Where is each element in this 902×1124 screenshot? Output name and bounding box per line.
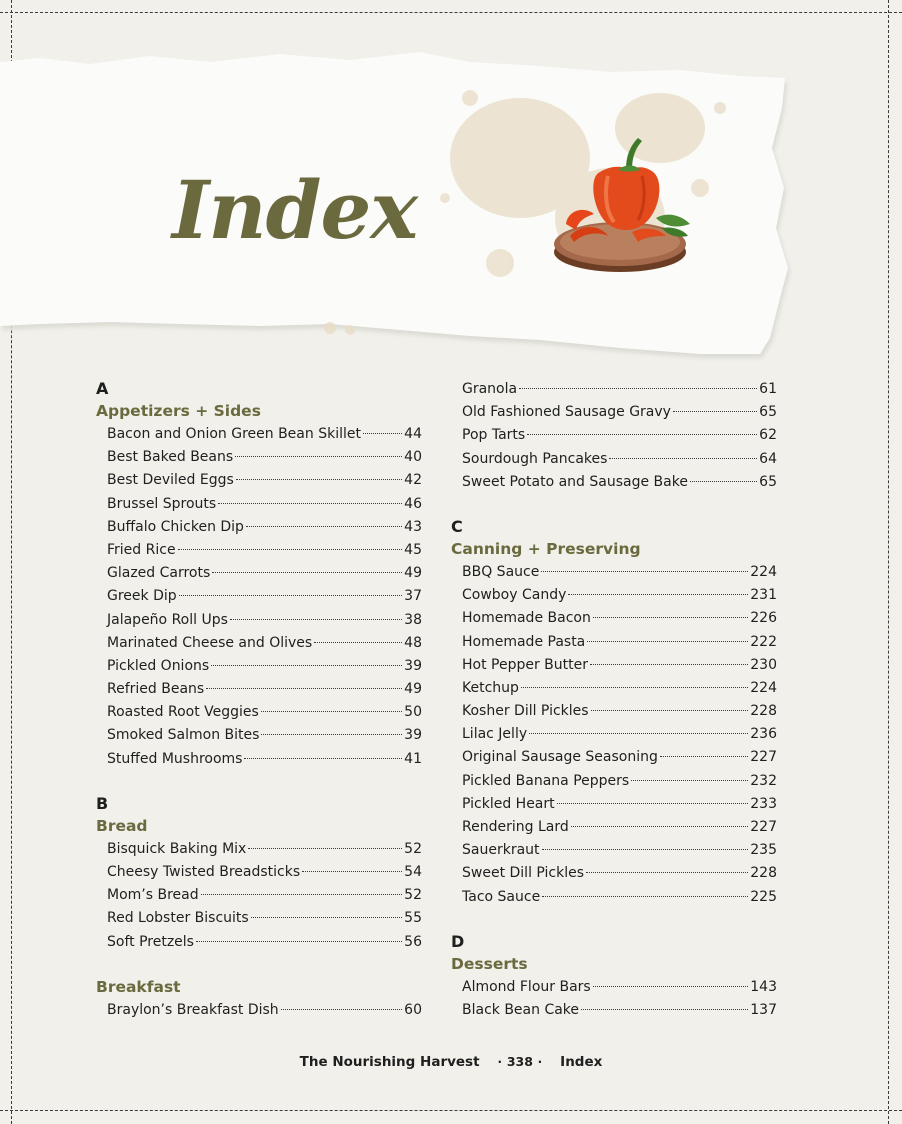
entry-page-number: 235: [750, 842, 777, 859]
dot-leader: [587, 641, 748, 642]
section-letter-a: A: [96, 379, 109, 398]
index-entry: [451, 401, 777, 424]
dot-leader: [211, 665, 402, 666]
entry-page-number: 62: [759, 427, 777, 444]
entry-page-number: 236: [750, 726, 777, 743]
dot-leader: [527, 434, 757, 435]
entry-name: Pop Tarts: [462, 427, 526, 444]
entry-page-number: 231: [750, 587, 777, 604]
dot-leader: [631, 780, 748, 781]
index-entry: [451, 886, 777, 909]
entry-page-number: 44: [404, 426, 422, 442]
entry-name: Brussel Sprouts: [107, 495, 217, 512]
index-entry: [96, 632, 422, 655]
category-breakfast: Breakfast: [96, 977, 181, 996]
index-entry: [451, 607, 777, 630]
dot-leader: [261, 734, 402, 735]
entry-name: Pickled Heart: [462, 795, 555, 812]
dot-leader: [244, 758, 402, 759]
entry-page-number: 55: [404, 910, 422, 927]
dot-leader: [178, 549, 403, 550]
trim-line-top: [0, 12, 902, 13]
dot-leader: [609, 458, 757, 459]
index-entry: [96, 655, 422, 678]
index-entry: [451, 723, 777, 746]
dot-leader: [593, 986, 749, 987]
entry-page-number: 137: [750, 1001, 777, 1018]
index-column-right: [451, 378, 777, 1022]
index-entry: [451, 793, 777, 816]
entry-name: Pickled Banana Peppers: [462, 772, 630, 789]
category-desserts: Desserts: [451, 954, 528, 973]
entry-name: Original Sausage Seasoning: [462, 749, 658, 766]
dot-leader: [586, 872, 748, 873]
index-entry: [451, 746, 777, 769]
index-entry: [451, 471, 777, 494]
index-entry: [96, 931, 422, 954]
entry-name: BBQ Sauce: [462, 563, 540, 580]
dot-leader: [236, 479, 402, 480]
entry-page-number: 50: [404, 704, 422, 721]
entry-name: Greek Dip: [107, 588, 177, 605]
entry-name: Homemade Bacon: [462, 610, 591, 627]
entry-name: Smoked Salmon Bites: [107, 727, 260, 744]
dot-leader: [529, 733, 748, 734]
dot-leader: [302, 871, 402, 872]
index-column-left: [96, 378, 422, 1022]
entry-page-number: 60: [404, 1001, 422, 1018]
dot-leader: [281, 1009, 402, 1010]
entry-name: Bacon and Onion Green Bean Skillet: [107, 426, 361, 442]
entry-name: Black Bean Cake: [462, 1001, 580, 1018]
bell-pepper-illustration: [548, 132, 700, 282]
entry-name: Stuffed Mushrooms: [107, 750, 243, 767]
entry-name: Fried Rice: [107, 541, 176, 558]
index-entry: [451, 654, 777, 677]
entry-page-number: 224: [750, 563, 777, 580]
entry-page-number: 49: [404, 565, 422, 582]
entry-page-number: 64: [759, 450, 777, 467]
dot-leader: [196, 941, 402, 942]
index-entry: [96, 609, 422, 632]
entry-page-number: 227: [750, 819, 777, 835]
index-entry: [451, 770, 777, 793]
entry-page-number: 42: [404, 472, 422, 489]
entry-name: Best Baked Beans: [107, 449, 234, 466]
entry-name: Rendering Lard: [462, 819, 569, 835]
entry-name: Refried Beans: [107, 681, 205, 698]
entry-name: Homemade Pasta: [462, 633, 586, 650]
entry-name: Sweet Potato and Sausage Bake: [462, 473, 688, 490]
dot-leader: [660, 756, 748, 757]
entry-page-number: 56: [404, 933, 422, 950]
dot-leader: [201, 894, 403, 895]
index-entry: [96, 539, 422, 562]
entry-name: Roasted Root Veggies: [107, 704, 259, 721]
index-entry: [451, 862, 777, 885]
footer-separator: ·: [537, 1055, 543, 1069]
index-entry: [96, 748, 422, 771]
dot-leader: [246, 526, 402, 527]
entry-name: Granola: [462, 381, 518, 397]
index-entry: [451, 816, 777, 839]
index-entry: [451, 999, 777, 1022]
entry-name: Red Lobster Biscuits: [107, 910, 249, 927]
category-bread: Bread: [96, 816, 148, 835]
entry-page-number: 225: [750, 888, 777, 905]
index-entry: [451, 378, 777, 401]
entry-page-number: 54: [404, 864, 422, 880]
entry-name: Braylon’s Breakfast Dish: [107, 1001, 279, 1018]
entry-name: Old Fashioned Sausage Gravy: [462, 404, 671, 421]
index-entry: [96, 562, 422, 585]
index-entry: [451, 839, 777, 862]
dot-leader: [521, 687, 748, 688]
dot-leader: [591, 710, 749, 711]
entry-page-number: 228: [750, 865, 777, 882]
footer-section-name: Index: [560, 1054, 603, 1070]
entry-page-number: 232: [750, 772, 777, 789]
entry-name: Buffalo Chicken Dip: [107, 518, 244, 535]
entry-page-number: 41: [404, 750, 422, 767]
dot-leader: [542, 896, 748, 897]
entry-name: Soft Pretzels: [107, 933, 194, 950]
dot-leader: [593, 617, 748, 618]
entry-page-number: 45: [404, 541, 422, 558]
entry-name: Ketchup: [462, 679, 519, 696]
page-footer: [0, 1054, 902, 1070]
dot-leader: [206, 688, 402, 689]
entry-name: Sweet Dill Pickles: [462, 865, 585, 882]
dot-leader: [581, 1009, 748, 1010]
entry-page-number: 40: [404, 449, 422, 466]
entry-page-number: 38: [404, 611, 422, 628]
entry-name: Bisquick Baking Mix: [107, 840, 247, 857]
dot-leader: [690, 481, 757, 482]
entry-page-number: 227: [750, 749, 777, 766]
entry-page-number: 65: [759, 473, 777, 490]
dot-leader: [248, 848, 402, 849]
dot-leader: [251, 917, 402, 918]
index-entry: [451, 561, 777, 584]
entry-page-number: 37: [404, 588, 422, 605]
header-banner: [0, 48, 902, 368]
entry-name: Jalapeño Roll Ups: [107, 611, 228, 628]
entry-name: Pickled Onions: [107, 657, 210, 674]
dot-leader: [261, 711, 402, 712]
entry-page-number: 233: [750, 795, 777, 812]
dot-leader: [314, 642, 402, 643]
dot-leader: [230, 619, 402, 620]
entry-page-number: 143: [750, 978, 777, 995]
dot-leader: [542, 849, 749, 850]
index-entry: [96, 884, 422, 907]
index-entry: [96, 701, 422, 724]
index-entry: [451, 677, 777, 700]
entry-page-number: 39: [404, 657, 422, 674]
entry-name: Mom’s Bread: [107, 887, 199, 904]
entry-name: Sauerkraut: [462, 842, 540, 859]
index-entry: [451, 448, 777, 471]
index-entry: [451, 700, 777, 723]
index-entry: [96, 585, 422, 608]
index-entry: [451, 584, 777, 607]
entry-page-number: 222: [750, 633, 777, 650]
index-entry: [96, 469, 422, 492]
entry-page-number: 48: [404, 634, 422, 651]
dot-leader: [235, 456, 402, 457]
index-entry: [96, 446, 422, 469]
entry-name: Hot Pepper Butter: [462, 656, 589, 673]
dot-leader: [212, 572, 402, 573]
index-entry: [96, 838, 422, 861]
index-entry: [451, 424, 777, 447]
dot-leader: [218, 503, 402, 504]
index-entry: [96, 724, 422, 747]
entry-name: Glazed Carrots: [107, 565, 211, 582]
footer-page-number: 338: [506, 1054, 533, 1069]
dot-leader: [179, 595, 403, 596]
category-canning-preserving: Canning + Preserving: [451, 539, 641, 558]
dot-leader: [557, 803, 749, 804]
entry-name: Cowboy Candy: [462, 587, 567, 604]
section-gap: [96, 954, 422, 976]
index-entry: [451, 976, 777, 999]
entry-name: Cheesy Twisted Breadsticks: [107, 864, 301, 880]
index-entry: [96, 907, 422, 930]
entry-page-number: 228: [750, 703, 777, 720]
section-letter-b: B: [96, 793, 109, 813]
index-entry: [451, 631, 777, 654]
dot-leader: [568, 594, 748, 595]
entry-page-number: 226: [750, 610, 777, 627]
dot-leader: [571, 826, 749, 827]
entry-name: Sourdough Pancakes: [462, 450, 608, 467]
entry-page-number: 46: [404, 495, 422, 512]
dot-leader: [519, 388, 757, 389]
entry-page-number: 65: [759, 404, 777, 421]
index-entry: [96, 516, 422, 539]
section-gap: [451, 494, 777, 516]
entry-name: Taco Sauce: [462, 888, 541, 905]
section-letter-d: D: [451, 931, 465, 951]
category-appetizers-sides: Appetizers + Sides: [96, 402, 261, 420]
entry-page-number: 224: [750, 679, 777, 696]
entry-page-number: 52: [404, 887, 422, 904]
page-title: Index: [172, 163, 418, 257]
dot-leader: [673, 411, 757, 412]
entry-page-number: 52: [404, 840, 422, 857]
dot-leader: [590, 664, 748, 665]
index-entry: [96, 861, 422, 884]
dot-leader: [541, 571, 748, 572]
entry-name: Almond Flour Bars: [462, 978, 591, 995]
entry-page-number: 230: [750, 656, 777, 673]
entry-name: Lilac Jelly: [462, 726, 528, 743]
index-entry: [96, 678, 422, 701]
section-letter-c: C: [451, 516, 463, 536]
index-entry: [96, 493, 422, 516]
section-gap: [96, 771, 422, 793]
index-entry: [96, 423, 422, 446]
entry-name: Best Deviled Eggs: [107, 472, 234, 489]
entry-name: Kosher Dill Pickles: [462, 703, 589, 720]
index-entry: [96, 999, 422, 1022]
entry-page-number: 49: [404, 681, 422, 698]
trim-line-bottom: [0, 1110, 902, 1111]
entry-page-number: 39: [404, 727, 422, 744]
entry-page-number: 61: [759, 381, 777, 397]
dot-leader: [363, 433, 402, 434]
entry-name: Marinated Cheese and Olives: [107, 634, 313, 651]
footer-separator: ·: [497, 1055, 503, 1069]
section-gap: [451, 909, 777, 931]
entry-page-number: 43: [404, 518, 422, 535]
footer-book-title: The Nourishing Harvest: [299, 1054, 480, 1070]
